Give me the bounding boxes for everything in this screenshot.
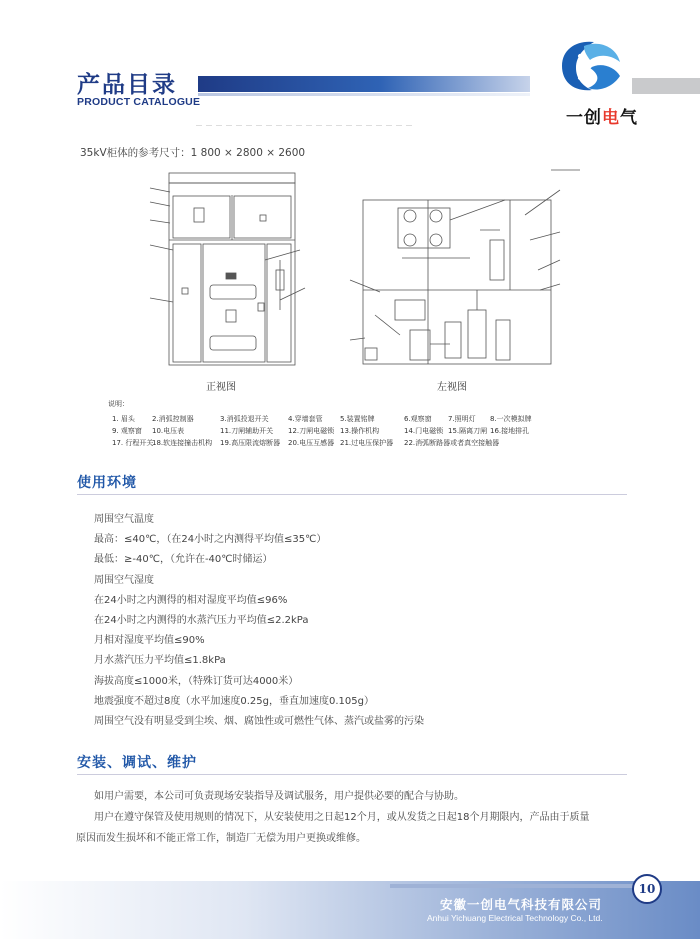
legend-row-1: [108, 413, 588, 425]
environment-line: 地震强度不超过8度（水平加速度0.25g，垂直加速度0.105g）: [94, 695, 374, 707]
legend-item: 16.接地排孔: [490, 427, 530, 435]
company-name-en: Anhui Yichuang Electrical Technology Co., Ltd.: [427, 913, 603, 923]
legend-item: 6.观察窗: [404, 415, 432, 423]
legend-item: 3.消弧投退开关: [220, 415, 269, 423]
front-view-caption: 正视图: [206, 382, 236, 393]
side-view-drawing: [350, 170, 580, 364]
environment-rule: [77, 494, 627, 495]
legend-heading: 说明：: [108, 400, 129, 408]
environment-line: 在24小时之内测得的相对湿度平均值≤96%: [94, 594, 288, 606]
diagram-legend: [108, 399, 588, 449]
header-dotted-rule: [196, 125, 416, 126]
legend-row-2: [108, 425, 588, 437]
page-number: 10: [632, 874, 662, 904]
legend-item: 12.刀闸电磁锁: [288, 427, 335, 435]
installation-paragraph-1: 如用户需要，本公司可负责现场安装指导及调试服务，用户提供必要的配合与协助。: [94, 791, 464, 802]
header-bar: [198, 76, 530, 92]
cabinet-diagram: [140, 160, 580, 390]
installation-rule: [77, 774, 627, 775]
legend-item: 4.穿墙套管: [288, 415, 323, 423]
environment-line: 最高：≤40℃，（在24小时之内测得平均值≤35℃）: [94, 534, 327, 546]
brand-prefix: 一创: [566, 108, 602, 128]
environment-line: 月相对湿度平均值≤90%: [94, 635, 205, 647]
company-name-cn: 安徽一创电气科技有限公司: [440, 897, 603, 912]
side-view-caption: 左视图: [437, 382, 467, 393]
environment-line: 月水蒸汽压力平均值≤1.8kPa: [94, 655, 226, 667]
legend-item: 10.电压表: [152, 427, 185, 435]
environment-line: 海拔高度≤1000米，（特殊订货可达4000米）: [94, 675, 299, 687]
environment-line: 周围空气没有明显受到尘埃、烟、腐蚀性或可燃性气体、蒸汽或盐雾的污染: [94, 715, 424, 727]
legend-item: 15.隔离刀闸: [448, 427, 488, 435]
legend-item: 11.刀闸辅助开关: [220, 427, 274, 435]
installation-text: [76, 786, 654, 849]
company-logo-icon: [554, 38, 626, 94]
legend-item: 1. 眉头: [112, 415, 135, 423]
installation-paragraph-2a: 用户在遵守保管及使用规则的情况下，从安装使用之日起12个月，或从发货之日起18个月期限内，产品由于质量: [94, 812, 590, 823]
legend-item: 14.门电磁锁: [404, 427, 444, 435]
legend-item: 17. 行程开关: [112, 439, 154, 447]
legend-item: 7.照明灯: [448, 415, 476, 423]
header-bar-shadow: [198, 93, 530, 96]
legend-item: 5.装置铭牌: [340, 415, 375, 423]
legend-item: 2.消弧控制器: [152, 415, 194, 423]
legend-item: 8.一次模拟牌: [490, 415, 532, 423]
installation-title: 安装、调试、维护: [77, 755, 197, 771]
environment-line: 周围空气湿度: [94, 574, 154, 586]
legend-item: 9. 观察窗: [112, 427, 142, 435]
footer-stripe: [390, 884, 640, 888]
environment-line: 最低：≥-40℃，（允许在-40℃时储运）: [94, 554, 273, 566]
page-subtitle: PRODUCT CATALOGUE: [77, 96, 201, 108]
front-view-drawing: [150, 173, 305, 365]
page-title: 产品目录: [77, 72, 177, 98]
legend-item: 13.操作机构: [340, 427, 380, 435]
cabinet-dimensions: 35kV柜体的参考尺寸：1 800 × 2800 × 2600: [80, 147, 306, 159]
installation-paragraph-2b: 原因而发生损坏和不能正常工作，制造厂无偿为用户更换或维修。: [76, 833, 366, 844]
legend-item: 20.电压互感器: [288, 439, 335, 447]
legend-item: 22.消弧断路器或者真空接触器: [404, 439, 500, 447]
environment-line: 周围空气温度: [94, 514, 154, 525]
environment-line: 在24小时之内测得的水蒸汽压力平均值≤2.2kPa: [94, 614, 309, 626]
legend-item: 21.过电压保护器: [340, 439, 394, 447]
header-grey-block: [632, 78, 700, 94]
environment-title: 使用环境: [77, 475, 137, 491]
brand-name: [566, 103, 638, 128]
legend-item: 18.软连接撞击机构: [152, 439, 213, 447]
environment-list: [94, 510, 424, 732]
legend-row-3: [108, 437, 588, 449]
brand-suffix: 气: [620, 108, 638, 128]
legend-item: 19.高压限流熔断器: [220, 439, 281, 447]
brand-accent: 电: [602, 108, 620, 128]
